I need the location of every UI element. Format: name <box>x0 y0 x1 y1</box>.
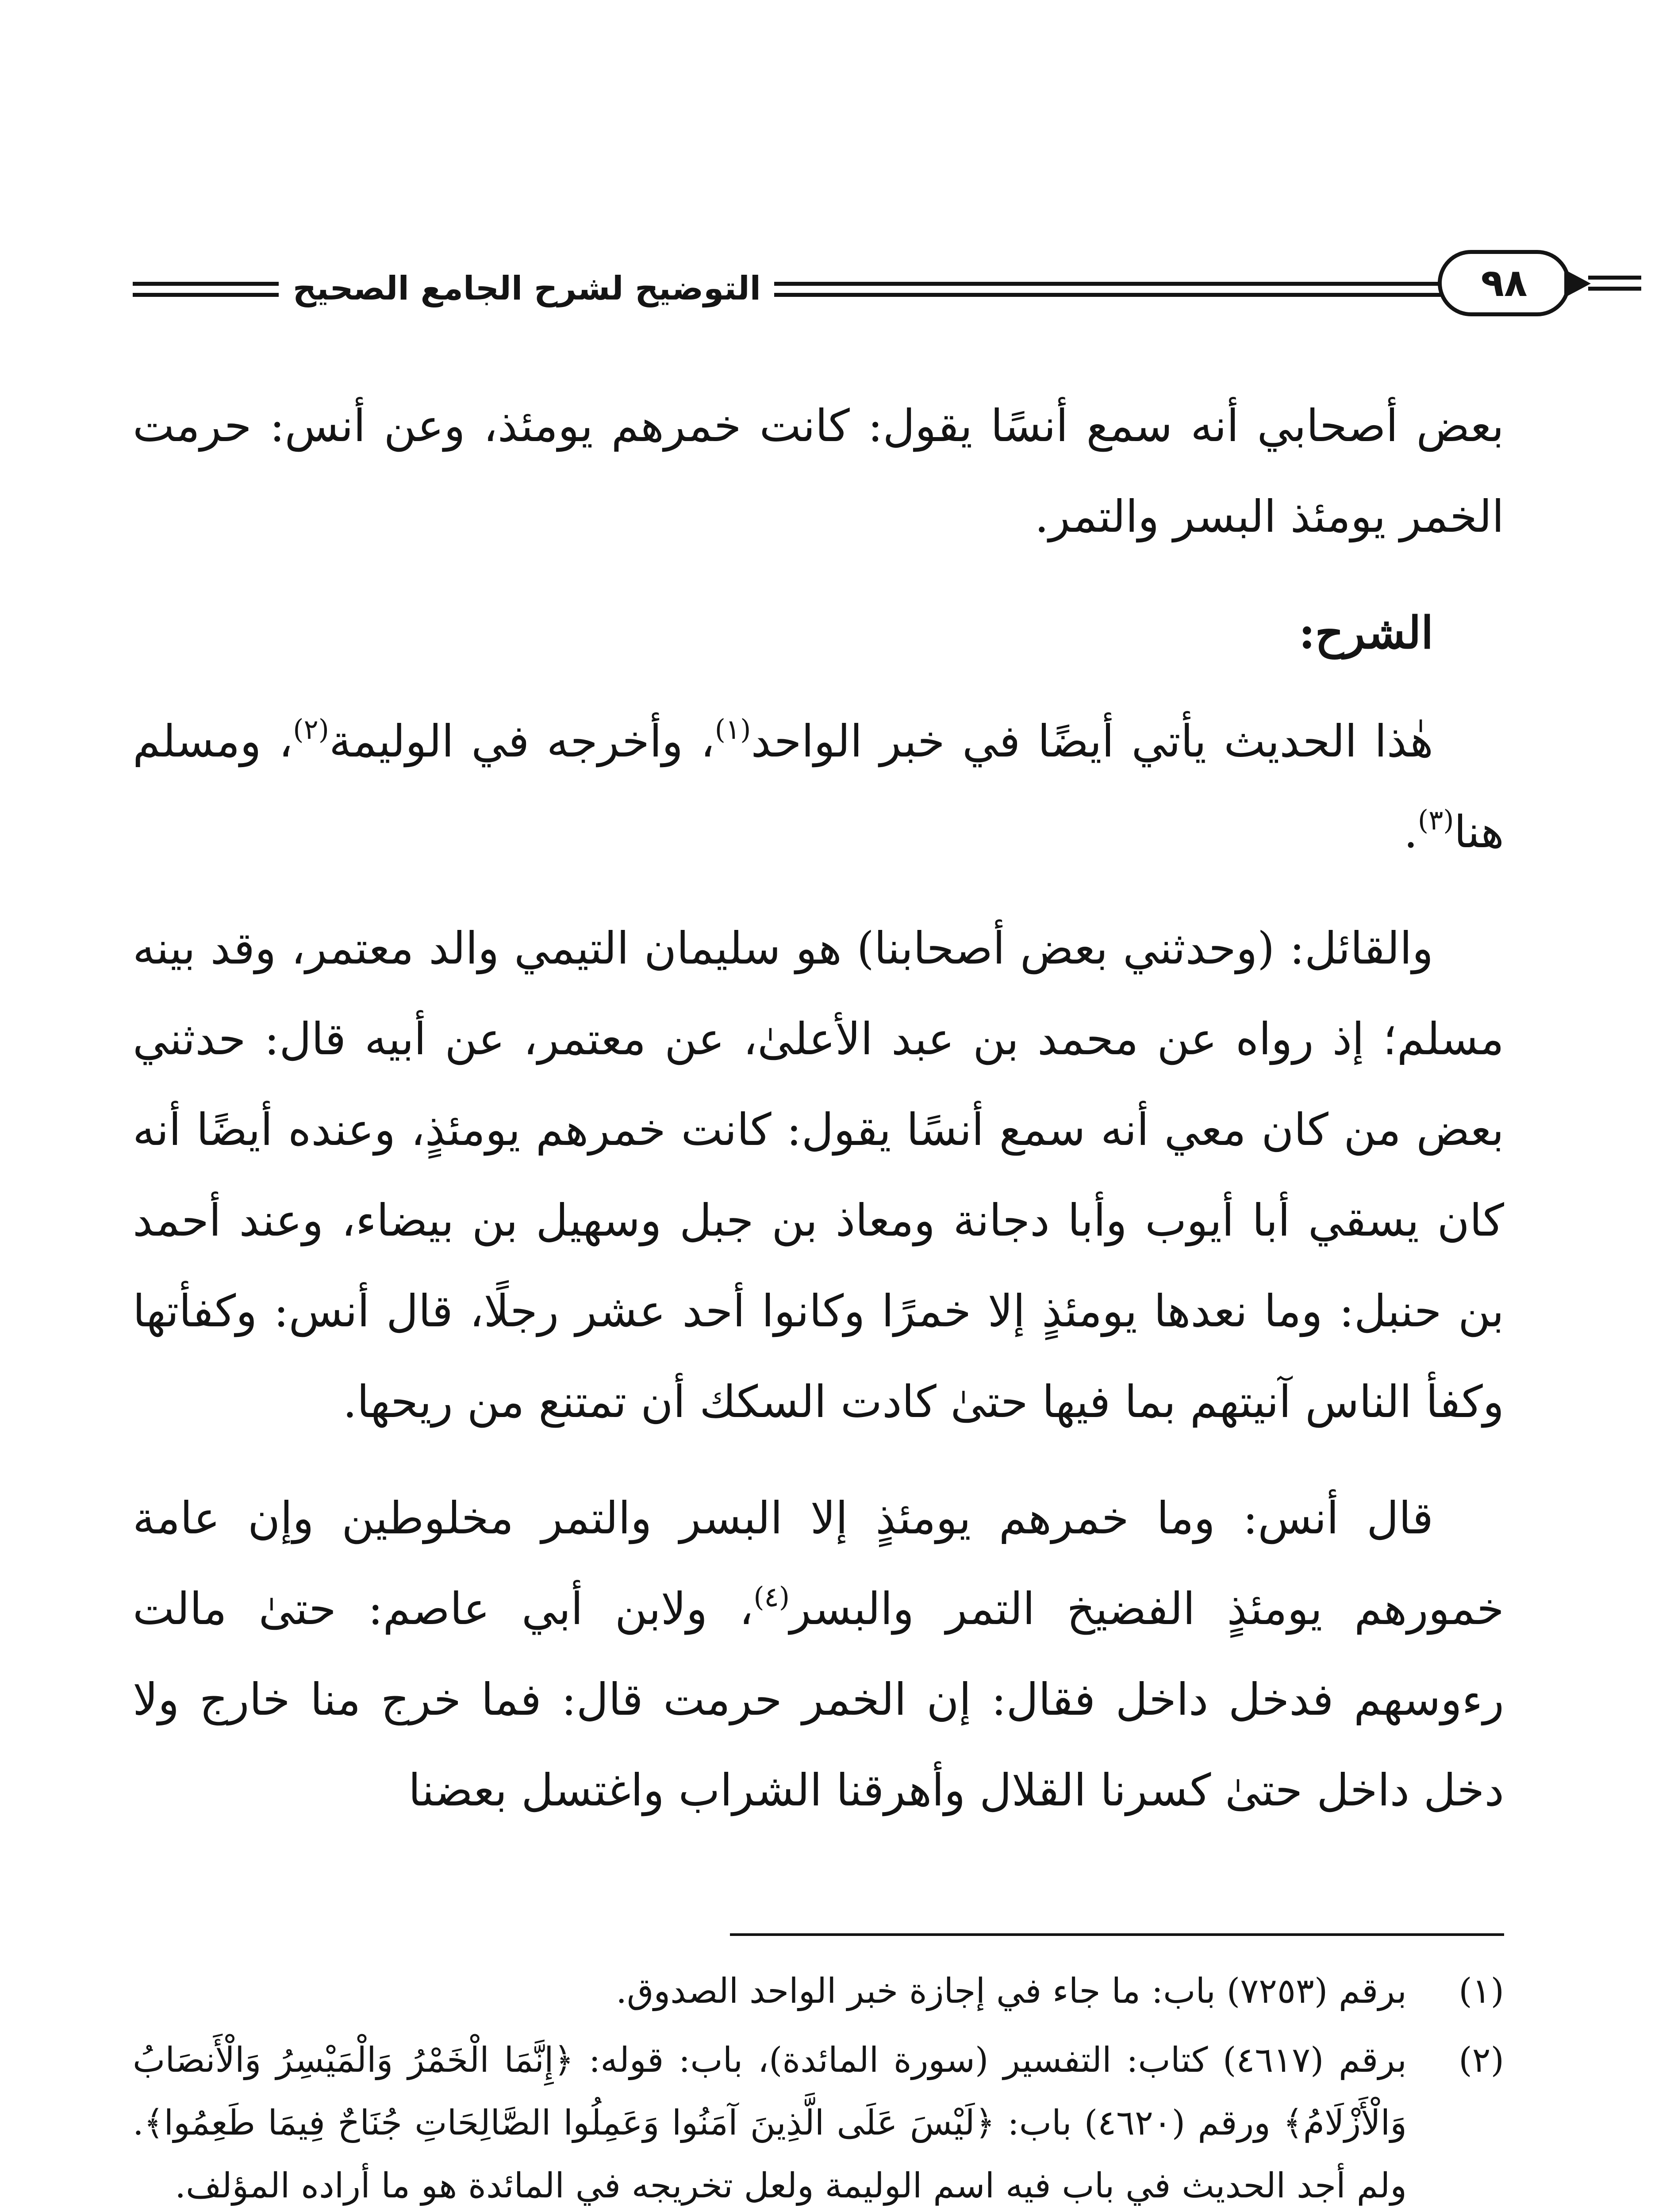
paragraph-2-text-a: هٰذا الحديث يأتي أيضًا في خبر الواحد <box>751 715 1433 767</box>
paragraph-2-text-d: . <box>1404 806 1418 858</box>
main-text <box>133 380 1504 1861</box>
paragraph-2-text-b: ، وأخرجه في الوليمة <box>329 715 715 767</box>
paragraph-4 <box>133 1473 1504 1836</box>
footnote-ref-2[interactable]: (٢) <box>293 713 329 745</box>
page-badge-arrow-icon <box>1564 269 1591 298</box>
header-rule-left <box>133 282 279 297</box>
paragraph-2-text-c: ، ومسلم هنا <box>133 715 1504 858</box>
running-header <box>133 254 1528 334</box>
paragraph-3: والقائل: (وحدثني بعض أصحابنا) هو سليمان التيمي والد معتمر، وقد بينه مسلم؛ إذ رواه عن محمد بن عبد الأعلىٰ، عن معتمر، عن أبيه قال: حدثني بعض من كان معي أنه سمع أنسًا يقول: كانت خمرهم يومئذٍ، وعنده أيضًا أنه كان يسقي أبا أيوب وأبا دجانة ومعاذ بن جبل وسهيل بن بيضاء، وعند أحمد بن حنبل: وما نعدها يومئذٍ إلا خمرًا وكانوا أحد عشر رجلًا، قال أنس: وكفأتها وكفأ الناس آنيتهم بما فيها حتىٰ كادت السكك أن تمتنع من ريحها. <box>133 922 1505 1428</box>
paragraph-4-text-a: قال أنس: وما خمرهم يومئذٍ إلا البسر والتمر مخلوطين وإن عامة خمورهم يومئذٍ الفضيخ التمر والبسر <box>133 1492 1504 1635</box>
footnote-ref-1[interactable]: (١) <box>714 713 751 745</box>
footnote-separator <box>730 1933 1504 1936</box>
running-title: التوضيح لشرح الجامع الصحيح <box>292 269 761 307</box>
page-number-badge <box>1438 250 1570 316</box>
footnote-2 <box>133 2029 1504 2212</box>
footnote-number: (٢) <box>1459 2040 1504 2080</box>
page-number: ٩٨ <box>1481 261 1528 305</box>
paragraph-1: بعض أصحابي أنه سمع أنسًا يقول: كانت خمرهم يومئذ، وعن أنس: حرمت الخمر يومئذ البسر والتمر. <box>133 400 1504 542</box>
footnote-ref-3[interactable]: (٣) <box>1417 804 1454 836</box>
paragraph-4-text-b: ، ولابن أبي عاصم: حتىٰ مالت رءوسهم فدخل داخل فقال: إن الخمر حرمت قال: فما خرج منا خارج ولا دخل داخل حتىٰ كسرنا القلال وأهرقنا الشراب واغتسل بعضنا <box>133 1583 1504 1816</box>
paragraph-2 <box>133 696 1504 877</box>
header-rule-right <box>1588 276 1641 291</box>
footnote-ref-4[interactable]: (٤) <box>753 1581 790 1613</box>
footnote-text: برقم (٧٢٥٣) باب: ما جاء في إجازة خبر الواحد الصدوق. <box>616 1971 1407 2011</box>
header-rule-middle <box>774 282 1442 297</box>
footnotes <box>133 1960 1504 2212</box>
footnote-1 <box>133 1960 1504 2023</box>
footnote-text: برقم (٤٦١٧) كتاب: التفسير (سورة المائدة)، باب: قوله: ﴿إِنَّمَا الْخَمْرُ وَالْمَيْسِرُ وَالْأَنصَابُ وَالْأَزْلَامُ﴾ ورقم (٤٦٢٠) باب: ﴿لَيْسَ عَلَى الَّذِينَ آمَنُوا وَعَمِلُوا الصَّالِحَاتِ جُنَاحٌ فِيمَا طَعِمُوا﴾. ولم أجد الحديث في باب فيه اسم الوليمة ولعل تخريجه في المائدة هو ما أراده المؤلف. <box>133 2040 1407 2206</box>
section-heading: الشرح: <box>1298 607 1433 659</box>
footnote-number: (١) <box>1459 1971 1504 2011</box>
